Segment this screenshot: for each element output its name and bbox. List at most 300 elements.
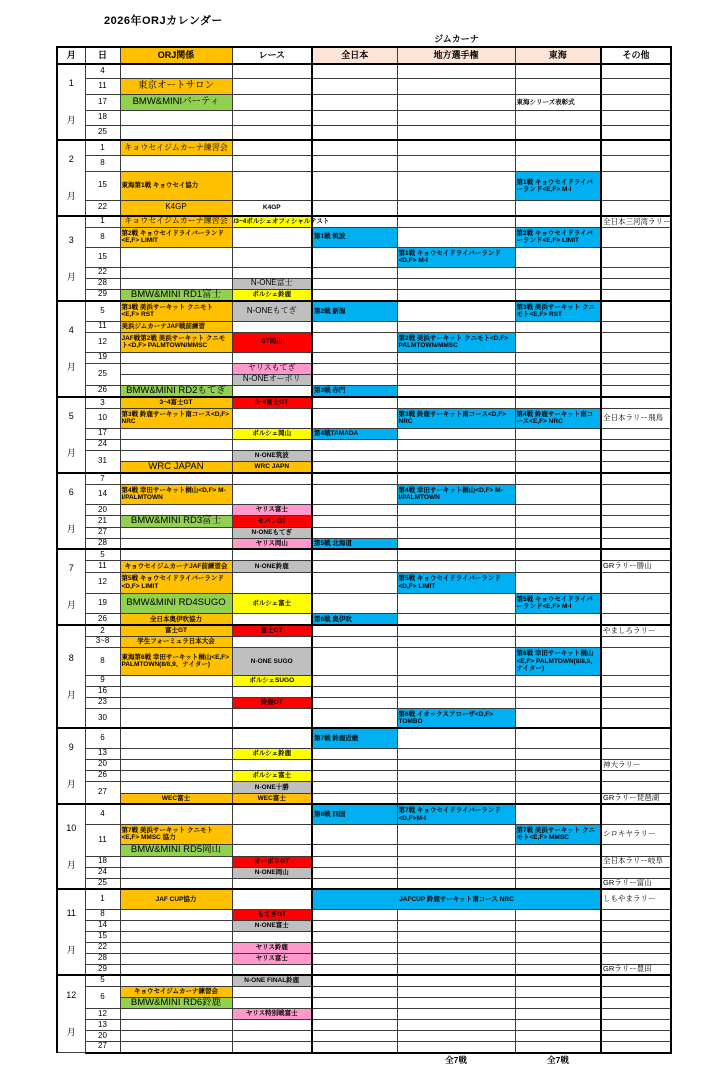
cell-reg (397, 593, 515, 614)
day-cell: 24 (85, 867, 120, 878)
cell-orj: BMW&MINI RD4SUGO (120, 593, 232, 614)
cell-race (232, 321, 312, 332)
cell-reg (397, 856, 515, 867)
cell-orj (120, 110, 232, 125)
cell-tk (515, 920, 601, 931)
cell-aj (312, 321, 397, 332)
cell-race (232, 156, 312, 172)
cell-race: N-ONE SUGO (232, 647, 312, 675)
day-cell: 12 (85, 332, 120, 352)
cell-ot (601, 636, 671, 647)
cell-aj: 第3戦 赤門 (312, 385, 397, 397)
cell-tk (515, 867, 601, 878)
cell-reg: 第5戦 キョウセイドライバーランド<D,F> LIMIT (397, 572, 515, 593)
day-cell: 8 (85, 156, 120, 172)
day-cell: 11 (85, 824, 120, 856)
cell-race: 鈴鹿GT (232, 697, 312, 708)
cell-ot (601, 804, 671, 824)
cell-race (232, 1042, 312, 1053)
cell-aj (312, 247, 397, 267)
cell-ot (601, 301, 671, 321)
day-cell: 14 (85, 920, 120, 931)
day-cell: 5 (85, 975, 120, 986)
cell-ot (601, 278, 671, 289)
day-cell: 4 (85, 64, 120, 79)
cell-aj (312, 931, 397, 942)
cell-race: WRC JAPN (232, 461, 312, 473)
cell-tk (515, 675, 601, 686)
header-orj: ORJ関係 (120, 47, 232, 64)
cell-tk (515, 527, 601, 538)
calendar-row (57, 505, 671, 516)
calendar-row (57, 759, 671, 770)
calendar-row (57, 975, 671, 986)
cell-ot: しもやまラリー (601, 889, 671, 909)
month-cell: 2 月 (57, 140, 85, 216)
cell-reg (397, 748, 515, 759)
cell-tk (515, 278, 601, 289)
day-cell: 11 (85, 321, 120, 332)
cell-orj (120, 931, 232, 942)
day-cell: 22 (85, 267, 120, 278)
day-cell: 15 (85, 931, 120, 942)
cell-orj (120, 1042, 232, 1053)
cell-reg (397, 461, 515, 473)
cell-aj (312, 516, 397, 528)
header-tokai: 東海 (515, 47, 601, 64)
month-cell: 11 月 (57, 889, 85, 975)
cell-aj (312, 1031, 397, 1042)
cell-ot: GRラリー豊田 (601, 964, 671, 975)
calendar-row (57, 301, 671, 321)
cell-race (232, 549, 312, 560)
cell-aj (312, 363, 397, 374)
cell-aj (312, 675, 397, 686)
cell-aj (312, 636, 397, 647)
calendar-row (57, 516, 671, 528)
cell-tk (515, 625, 601, 636)
day-cell: 26 (85, 770, 120, 781)
cell-race: WEC富士 (232, 793, 312, 804)
cell-aj (312, 267, 397, 278)
cell-tk (515, 942, 601, 953)
day-cell: 26 (85, 614, 120, 626)
cell-race (232, 964, 312, 975)
day-cell: 2 (85, 625, 120, 636)
cell-reg (397, 793, 515, 804)
cell-reg (397, 1042, 515, 1053)
cell-ot (601, 1042, 671, 1053)
day-cell: 1 (85, 140, 120, 156)
cell-orj (120, 770, 232, 781)
tokai-total: 全7戦 (547, 1054, 569, 1065)
cell-orj (120, 781, 232, 793)
day-cell: 1 (85, 216, 120, 227)
cell-tk (515, 549, 601, 560)
cell-aj (312, 332, 397, 352)
cell-race (232, 844, 312, 856)
cell-tk (515, 844, 601, 856)
month-cell: 5 月 (57, 397, 85, 473)
cell-tk (515, 125, 601, 140)
cell-reg (397, 728, 515, 748)
cell-tk (515, 697, 601, 708)
cell-tk (515, 473, 601, 484)
cell-reg (397, 964, 515, 975)
day-cell: 25 (85, 363, 120, 385)
cell-orj (120, 708, 232, 728)
cell-race: ポルシェ富士 (232, 593, 312, 614)
cell-ot (601, 363, 671, 374)
cell-reg: 第2戦 美浜サーキット クニモト<D,F> PALMTOWN/MMSC (397, 332, 515, 352)
calendar-row (57, 216, 671, 227)
cell-reg (397, 278, 515, 289)
calendar-row (57, 332, 671, 352)
header-alljapan: 全日本 (312, 47, 397, 64)
calendar-row (57, 267, 671, 278)
cell-orj (120, 439, 232, 450)
cell-race: ヤリスもてぎ (232, 363, 312, 374)
header-spacer (57, 33, 312, 47)
header-other: その他 (601, 47, 671, 64)
cell-tk (515, 439, 601, 450)
day-cell: 4 (85, 804, 120, 824)
cell-reg (397, 156, 515, 172)
cell-tk (515, 931, 601, 942)
cell-orj (120, 909, 232, 920)
cell-ot (601, 172, 671, 201)
cell-reg (397, 267, 515, 278)
cell-ot (601, 748, 671, 759)
cell-race: N-ONE富士 (232, 920, 312, 931)
cell-orj (120, 686, 232, 697)
cell-reg (397, 352, 515, 363)
cell-reg: 第6戦 イオックスアローザ<D,F> TOMBO (397, 708, 515, 728)
calendar-row (57, 408, 671, 428)
cell-aj (312, 1020, 397, 1031)
day-cell: 28 (85, 538, 120, 549)
header-spacer (601, 33, 671, 47)
calendar-row (57, 781, 671, 793)
cell-aj (312, 461, 397, 473)
cell-ot (601, 439, 671, 450)
cell-tk (515, 140, 601, 156)
day-cell: 7 (85, 473, 120, 484)
calendar-row (57, 997, 671, 1009)
day-cell: 18 (85, 856, 120, 867)
calendar-row (57, 439, 671, 450)
cell-aj (312, 997, 397, 1009)
calendar-row (57, 321, 671, 332)
cell-ot (601, 675, 671, 686)
cell-tk: 第2戦 キョウセイドライバーランド<E,F> LIMIT (515, 227, 601, 247)
cell-ot (601, 920, 671, 931)
cell-race (232, 889, 312, 909)
month-cell: 9 月 (57, 728, 85, 804)
day-cell: 8 (85, 647, 120, 675)
cell-ot (601, 686, 671, 697)
cell-tk (515, 385, 601, 397)
cell-race (232, 110, 312, 125)
cell-reg (397, 200, 515, 216)
cell-race: ヤリス富士 (232, 953, 312, 964)
cell-reg (397, 227, 515, 247)
cell-tk: 第3戦 美浜サーキット クニモト<E,F> RST (515, 301, 601, 321)
calendar-row (57, 1031, 671, 1042)
day-cell: 21 (85, 516, 120, 528)
cell-race (232, 686, 312, 697)
cell-race: 3~4富士GT (232, 397, 312, 408)
cell-aj (312, 964, 397, 975)
cell-ot (601, 728, 671, 748)
cell-tk (515, 1009, 601, 1020)
cell-reg (397, 986, 515, 997)
day-cell: 19 (85, 593, 120, 614)
cell-race: ポルシェSUGO (232, 675, 312, 686)
cell-orj (120, 473, 232, 484)
cell-ot (601, 227, 671, 247)
cell-orj: 3~4富士GT (120, 397, 232, 408)
cell-race (232, 931, 312, 942)
cell-orj (120, 920, 232, 931)
cell-ot (601, 867, 671, 878)
cell-ot (601, 289, 671, 301)
cell-tk (515, 856, 601, 867)
cell-race (232, 95, 312, 111)
day-cell: 12 (85, 1009, 120, 1020)
day-cell: 12 (85, 572, 120, 593)
calendar-row (57, 363, 671, 374)
calendar-row (57, 450, 671, 461)
cell-race (232, 1020, 312, 1031)
day-cell: 5 (85, 549, 120, 560)
day-cell: 20 (85, 505, 120, 516)
cell-aj: 第2戦 新潟 (312, 301, 397, 321)
cell-aj (312, 289, 397, 301)
day-cell: 30 (85, 708, 120, 728)
cell-tk (515, 748, 601, 759)
cell-orj (120, 247, 232, 267)
cell-ot: シロキヤラリー (601, 824, 671, 844)
day-cell: 6 (85, 986, 120, 1009)
cell-race (232, 439, 312, 450)
cell-aj (312, 697, 397, 708)
cell-ot (601, 64, 671, 79)
cell-race (232, 636, 312, 647)
cell-aj (312, 408, 397, 428)
cell-tk (515, 352, 601, 363)
cell-reg (397, 439, 515, 450)
cell-race: N-ONE富士 (232, 278, 312, 289)
cell-race (232, 572, 312, 593)
cell-reg (397, 770, 515, 781)
calendar-row (57, 931, 671, 942)
cell-ot (601, 321, 671, 332)
day-cell: 15 (85, 247, 120, 267)
cell-reg (397, 385, 515, 397)
calendar-row (57, 473, 671, 484)
cell-orj: 第4戦 幸田サーキット桐山<D,F> M-I/PALMTOWN (120, 484, 232, 504)
cell-ot (601, 549, 671, 560)
month-cell: 4 月 (57, 301, 85, 397)
calendar-row (57, 636, 671, 647)
cell-aj (312, 781, 397, 793)
cell-orj (120, 856, 232, 867)
cell-orj: JAF戦第2戦 美浜サーキット クニモト<D,F> PALMTOWN/MMSC (120, 332, 232, 352)
calendar-row (57, 647, 671, 675)
day-cell: 20 (85, 759, 120, 770)
cell-reg (397, 397, 515, 408)
cell-race: ヤリス富士 (232, 505, 312, 516)
cell-tk (515, 964, 601, 975)
cell-race (232, 352, 312, 363)
cell-race (232, 614, 312, 626)
cell-reg (397, 527, 515, 538)
cell-tk (515, 804, 601, 824)
cell-race: N-ONEもてぎ (232, 301, 312, 321)
cell-reg (397, 140, 515, 156)
calendar-row (57, 728, 671, 748)
cell-orj (120, 538, 232, 549)
cell-tk (515, 538, 601, 549)
month-cell: 8 月 (57, 625, 85, 728)
cell-tk (515, 781, 601, 793)
cell-orj (120, 697, 232, 708)
cell-race (232, 484, 312, 504)
cell-tk (515, 216, 601, 227)
calendar-row (57, 385, 671, 397)
day-cell: 16 (85, 686, 120, 697)
cell-orj: キョウセイジムカーナ練習会 (120, 986, 232, 997)
day-cell: 26 (85, 385, 120, 397)
calendar-row (57, 461, 671, 473)
cell-tk (515, 708, 601, 728)
calendar-row (57, 942, 671, 953)
calendar-row (57, 289, 671, 301)
cell-ot (601, 1009, 671, 1020)
cell-ot (601, 484, 671, 504)
cell-orj: 東京オートサロン (120, 79, 232, 95)
cell-ot (601, 332, 671, 352)
calendar-row (57, 953, 671, 964)
cell-race: ヤリス鈴鹿 (232, 942, 312, 953)
calendar-row (57, 156, 671, 172)
cell-ot (601, 527, 671, 538)
cell-race (232, 997, 312, 1009)
cell-reg (397, 505, 515, 516)
cell-race (232, 267, 312, 278)
cell-reg (397, 920, 515, 931)
cell-race (232, 125, 312, 140)
cell-reg (397, 997, 515, 1009)
cell-orj (120, 156, 232, 172)
cell-orj: BMW&MINIパーティ (120, 95, 232, 111)
cell-reg (397, 942, 515, 953)
calendar-row (57, 804, 671, 824)
cell-aj (312, 748, 397, 759)
day-cell: 23 (85, 697, 120, 708)
calendar-row (57, 844, 671, 856)
cell-orj (120, 1009, 232, 1020)
cell-orj: 第3戦 鈴鹿サーキット南コース<D,F> NRC (120, 408, 232, 428)
day-cell: 13 (85, 748, 120, 759)
cell-aj (312, 953, 397, 964)
cell-aj (312, 505, 397, 516)
cell-ot (601, 770, 671, 781)
cell-race: K4GP (232, 200, 312, 216)
cell-reg (397, 781, 515, 793)
cell-tk (515, 1031, 601, 1042)
header-regional: 地方選手権 (397, 47, 515, 64)
header-race: レース (232, 47, 312, 64)
cell-ot (601, 708, 671, 728)
day-cell: 25 (85, 878, 120, 889)
cell-tk (515, 332, 601, 352)
cell-aj (312, 278, 397, 289)
calendar-row (57, 227, 671, 247)
cell-orj: BMW&MINI RD3富士 (120, 516, 232, 528)
cell-aj (312, 110, 397, 125)
cell-race: もてぎGT (232, 909, 312, 920)
calendar-row (57, 708, 671, 728)
day-cell: 18 (85, 110, 120, 125)
cell-tk (515, 953, 601, 964)
cell-aj: 第8戦 四国 (312, 804, 397, 824)
cell-tk (515, 793, 601, 804)
cell-ot: GRラリー勝山 (601, 561, 671, 572)
day-cell: 13 (85, 1020, 120, 1031)
cell-reg (397, 428, 515, 439)
cell-aj (312, 909, 397, 920)
cell-race: セパンGT (232, 516, 312, 528)
cell-ot (601, 975, 671, 986)
cell-race: 富士GT (232, 625, 312, 636)
day-cell: 27 (85, 1042, 120, 1053)
cell-tk (515, 516, 601, 528)
cell-reg: 第4戦 幸田サーキット桐山<D,F> M-I/PALMTOWN (397, 484, 515, 504)
cell-tk (515, 728, 601, 748)
day-cell: 10 (85, 408, 120, 428)
cell-ot: 全日本ラリー飛鳥 (601, 408, 671, 428)
month-cell: 6 月 (57, 473, 85, 549)
cell-race (232, 986, 312, 997)
cell-aj (312, 1009, 397, 1020)
calendar-row (57, 856, 671, 867)
cell-ot: GRラリー富山 (601, 878, 671, 889)
cell-aj (312, 986, 397, 997)
calendar-row (57, 770, 671, 781)
cell-ot (601, 374, 671, 385)
calendar-header (57, 33, 671, 64)
cell-orj: キョウセイジムカーナ練習会 (120, 216, 232, 227)
cell-ot: GRラリー琵琶湖 (601, 793, 671, 804)
cell-race (232, 728, 312, 748)
cell-aj (312, 439, 397, 450)
cell-aj (312, 79, 397, 95)
cell-ot (601, 931, 671, 942)
cell-aj (312, 975, 397, 986)
day-cell: 11 (85, 79, 120, 95)
cell-gym: JAFCUP 鈴鹿サーキット南コース NRC (312, 889, 601, 909)
cell-orj: BMW&MINI RD2もてぎ (120, 385, 232, 397)
cell-orj (120, 64, 232, 79)
cell-orj: 第7戦 美浜サーキット クニモト<E,F> MMSC 協力 (120, 824, 232, 844)
calendar-row (57, 200, 671, 216)
cell-aj (312, 200, 397, 216)
cell-reg (397, 909, 515, 920)
calendar-row (57, 64, 671, 79)
cell-reg (397, 675, 515, 686)
